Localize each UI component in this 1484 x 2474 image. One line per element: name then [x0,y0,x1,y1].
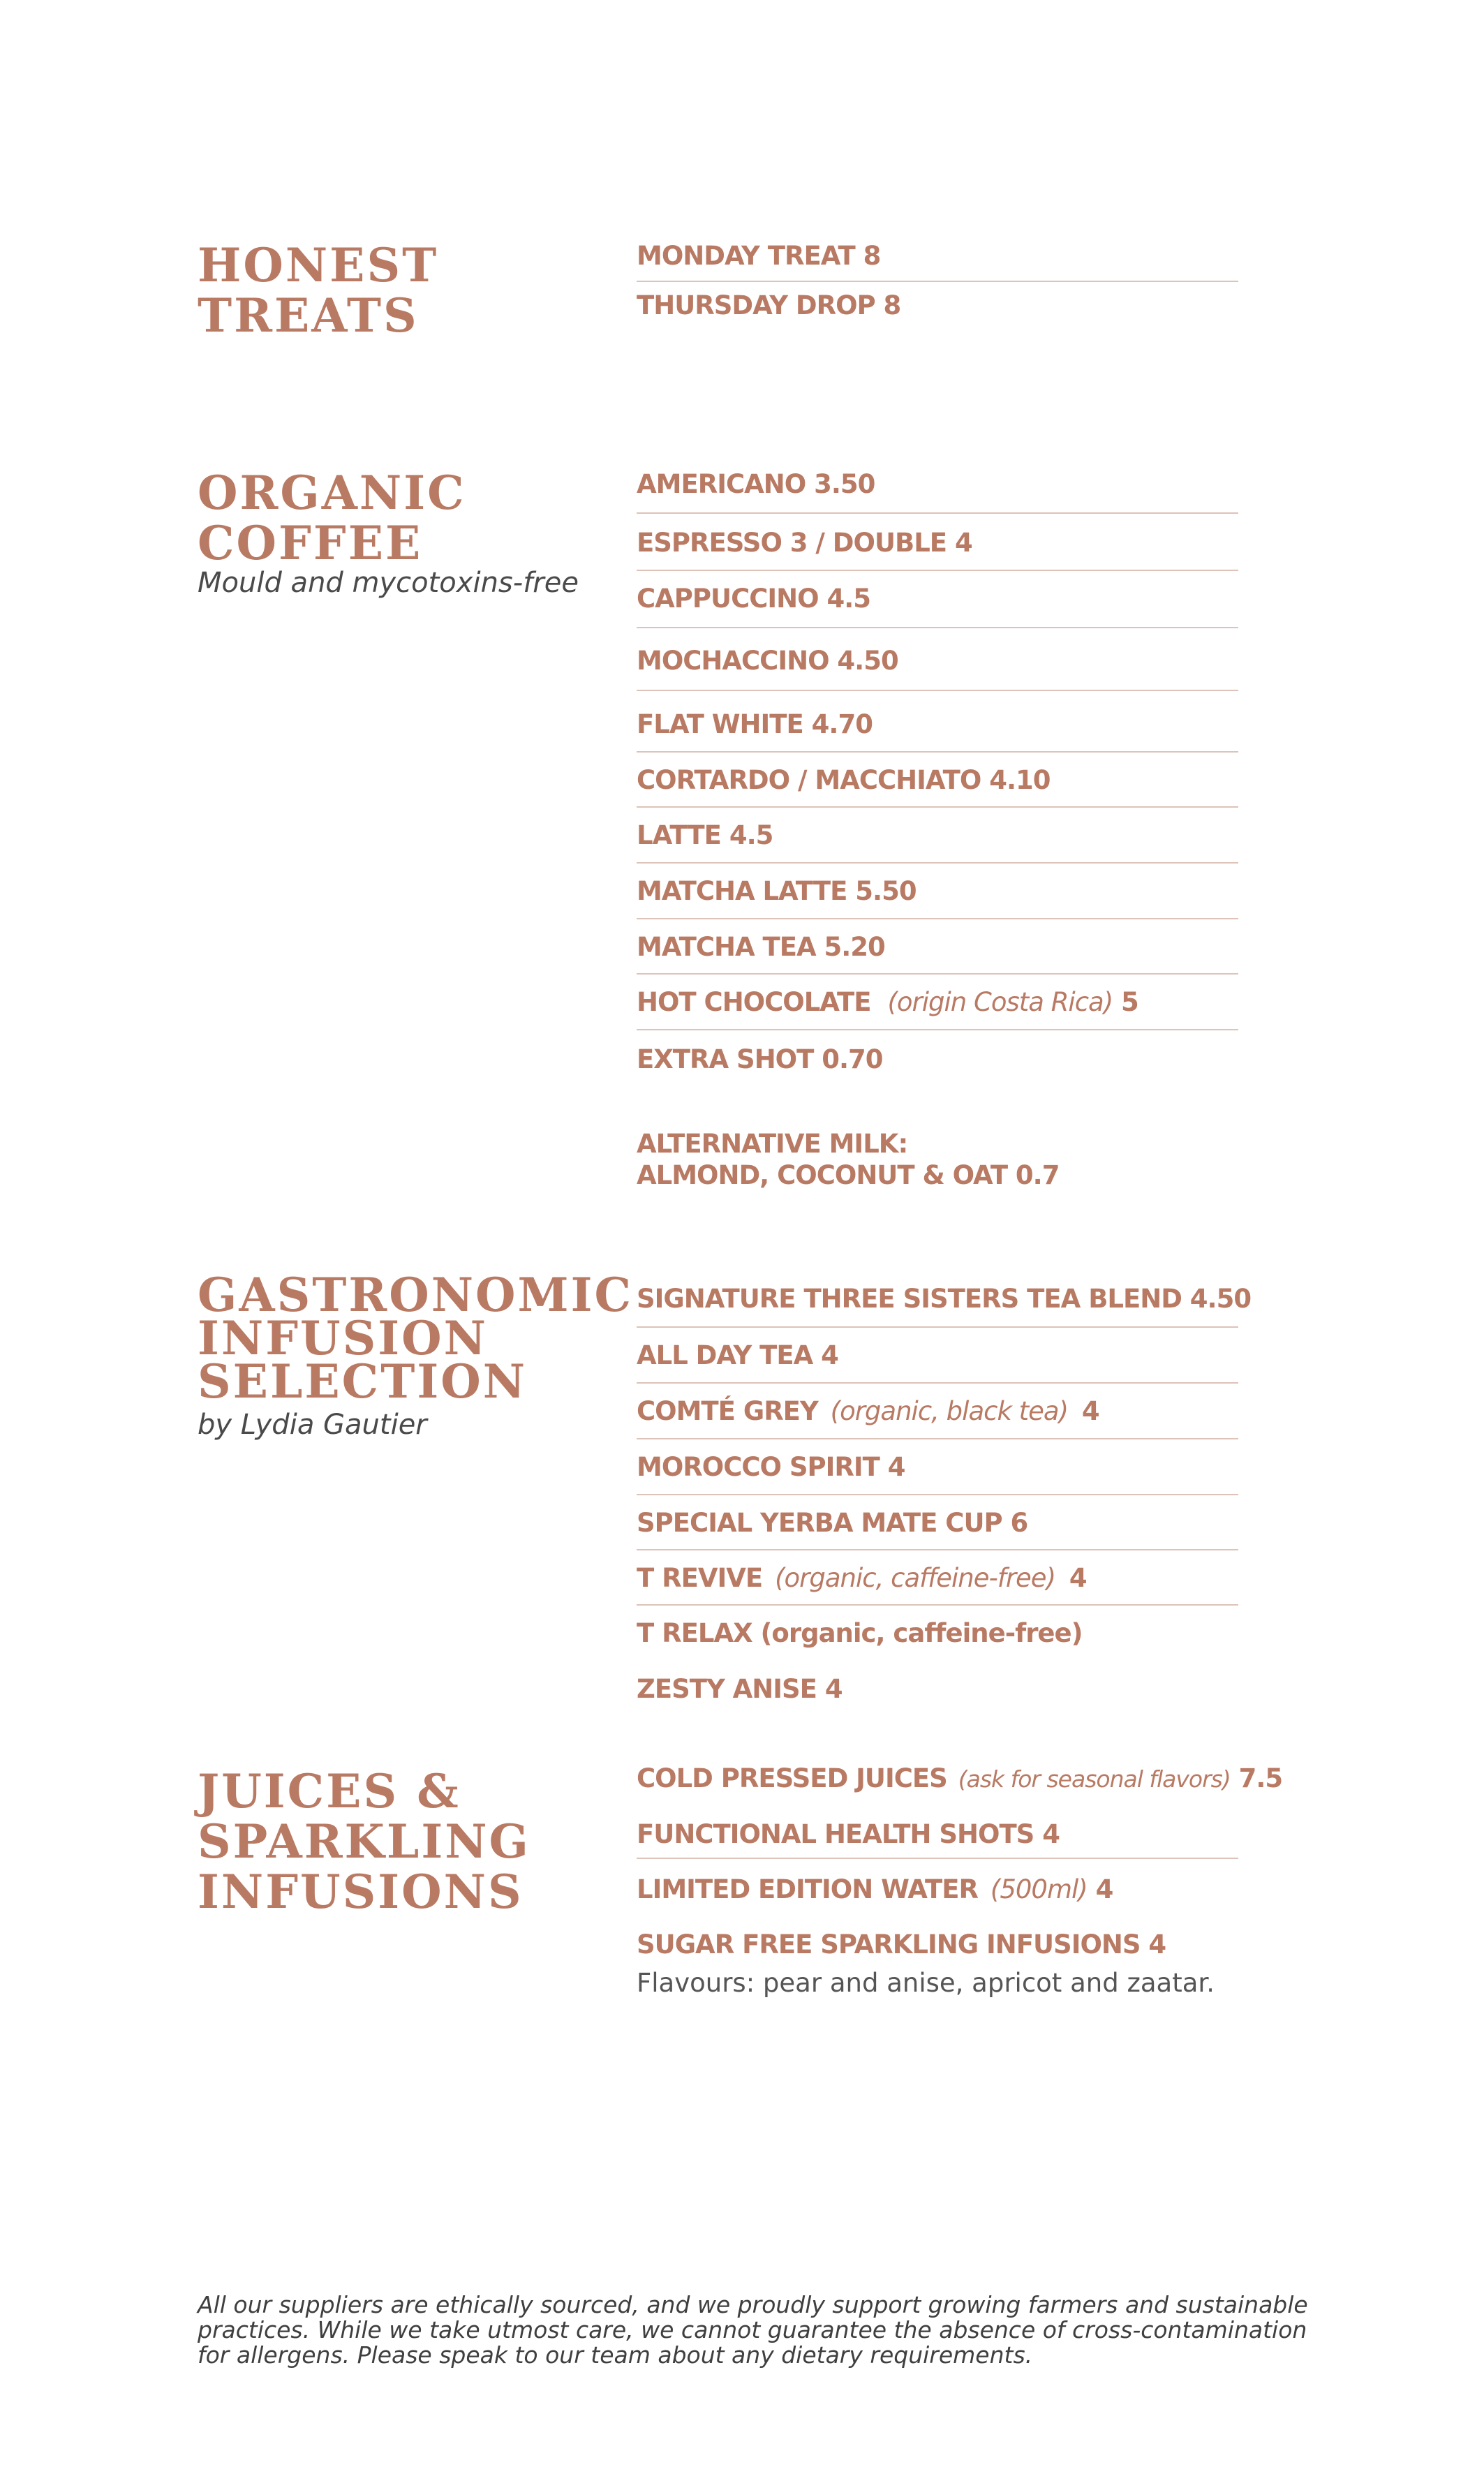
menu-item: THURSDAY DROP 8 [637,290,901,320]
menu-item-comte-grey [637,1384,1238,1439]
item-name: HOT CHOCOLATE [637,987,871,1017]
item-name: SUGAR FREE SPARKLING INFUSIONS 4 [637,1929,1166,1960]
footer-line: for allergens. Please speak to our team about any dietary requirements. [198,2341,1033,2369]
item-name: T REVIVE [637,1563,763,1593]
item-price: 4 [1095,1874,1113,1904]
menu-item-cold-pressed [637,1756,1283,1810]
item-note: (500ml) [990,1874,1088,1904]
section-title-organic-coffee [198,468,616,599]
title-line: JUICES & [198,1764,461,1819]
menu-item: MOCHACCINO 4.50 [637,628,1238,691]
coffee-list [637,464,1238,1079]
menu-item: EXTRA SHOT 0.70 [637,1044,883,1074]
title-line: COFFEE [198,516,423,570]
footer-line: All our suppliers are ethically sourced, and we proudly support growing farmers and sustainable [198,2291,1308,2318]
menu-item: ALL DAY TEA 4 [637,1328,1238,1384]
section-subtitle: by Lydia Gautier [198,1409,427,1441]
item-name: LIMITED EDITION WATER [637,1874,979,1904]
flavours-note: Flavours: pear and anise, apricot and zaatar. [637,1968,1215,1998]
menu-item: CAPPUCCINO 4.5 [637,571,1238,628]
menu-item: FUNCTIONAL HEALTH SHOTS 4 [637,1810,1238,1859]
title-line: SPARKLING [198,1814,530,1869]
item-price: 7.5 [1238,1763,1283,1793]
menu-item: LATTE 4.5 [637,808,1238,864]
honest-treats-list [637,239,1238,324]
menu-item: T RELAX (organic, caffeine-free) [637,1618,1083,1648]
menu-item: SIGNATURE THREE SISTERS TEA BLEND 4.50 [637,1279,1238,1328]
section-title-honest-treats [198,240,616,341]
menu-item: MONDAY TREAT 8 [637,239,1238,282]
item-name: COLD PRESSED JUICES [637,1763,947,1793]
item-price: 4 [1069,1563,1087,1593]
menu-item: SPECIAL YERBA MATE CUP 6 [637,1495,1238,1550]
title-line: HONEST [198,238,439,292]
menu-item [637,1923,1238,1997]
menu-item: ESPRESSO 3 / DOUBLE 4 [637,514,1238,571]
section-subtitle: Mould and mycotoxins-free [198,567,579,599]
footer-line: practices. While we take utmost care, we cannot guarantee the absence of cross-contamination [198,2316,1307,2343]
menu-item: ZESTY ANISE 4 [637,1674,843,1704]
item-price: 5 [1121,987,1138,1017]
alt-milk-line: ALMOND, COCONUT & OAT 0.7 [637,1160,1060,1190]
menu-item-t-revive [637,1550,1238,1606]
item-note: (organic, black tea) [830,1396,1069,1426]
menu-item-limited-water [637,1859,1238,1915]
title-line: TREATS [198,288,419,343]
juices-list [637,1756,1283,1998]
item-note: (ask for seasonal flavors) [958,1765,1231,1793]
menu-item: MOROCCO SPIRIT 4 [637,1439,1238,1495]
menu-item: MATCHA LATTE 5.50 [637,864,1238,919]
menu-item: CORTARDO / MACCHIATO 4.10 [637,753,1238,808]
item-price: 4 [1081,1396,1099,1426]
title-line: SELECTION [198,1354,528,1409]
item-note: (origin Costa Rica) [887,987,1113,1017]
menu-item: MATCHA TEA 5.20 [637,919,1238,975]
title-line: GASTRONOMIC [198,1268,633,1322]
section-title-infusion-selection [198,1268,633,1441]
menu-item: AMERICANO 3.50 [637,464,1238,514]
footer-disclaimer [198,2292,1349,2368]
title-line: ORGANIC [198,466,466,520]
infusion-list [637,1279,1252,1717]
menu-item-hot-chocolate [637,975,1238,1030]
title-line: INFUSIONS [198,1865,524,1919]
alt-milk-line: ALTERNATIVE MILK: [637,1129,908,1159]
section-title-juices [198,1766,616,1917]
alternative-milk-note [637,1128,1059,1191]
title-line: INFUSION [198,1311,488,1365]
menu-item: FLAT WHITE 4.70 [637,691,1238,753]
item-note: (organic, caffeine-free) [775,1563,1056,1593]
item-name: COMTÉ GREY [637,1396,818,1426]
